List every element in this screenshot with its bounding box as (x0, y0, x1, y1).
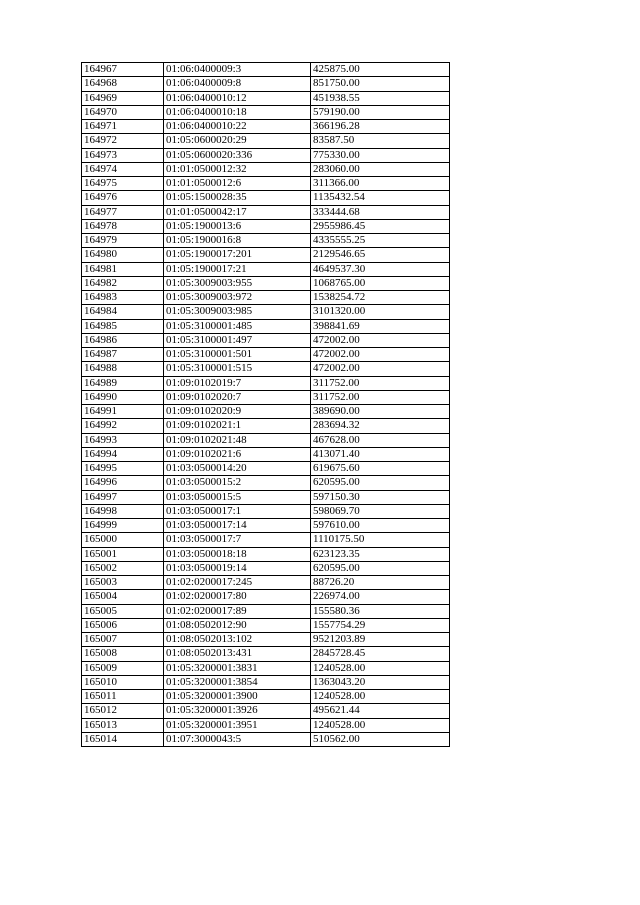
value-cell: 88726.20 (311, 576, 450, 590)
cadastral-number-cell: 01:05:3200001:3831 (164, 661, 311, 675)
row-id-cell: 164987 (82, 348, 164, 362)
value-cell: 619675.60 (311, 462, 450, 476)
table-row (82, 490, 450, 504)
table-row (82, 718, 450, 732)
table-row (82, 105, 450, 119)
cadastral-number-cell: 01:06:0400009:3 (164, 63, 311, 77)
table-row (82, 476, 450, 490)
cadastral-number-cell: 01:08:0502012:90 (164, 618, 311, 632)
table-row (82, 732, 450, 746)
row-id-cell: 164979 (82, 234, 164, 248)
table-row (82, 205, 450, 219)
cadastral-number-cell: 01:01:0500012:32 (164, 162, 311, 176)
row-id-cell: 164982 (82, 276, 164, 290)
value-cell: 597610.00 (311, 519, 450, 533)
table-row (82, 704, 450, 718)
row-id-cell: 165007 (82, 633, 164, 647)
table-row (82, 234, 450, 248)
table-row (82, 319, 450, 333)
row-id-cell: 165014 (82, 732, 164, 746)
row-id-cell: 164985 (82, 319, 164, 333)
value-cell: 4649537.30 (311, 262, 450, 276)
row-id-cell: 164989 (82, 376, 164, 390)
row-id-cell: 164973 (82, 148, 164, 162)
cadastral-number-cell: 01:01:0500042:17 (164, 205, 311, 219)
row-id-cell: 164972 (82, 134, 164, 148)
value-cell: 472002.00 (311, 333, 450, 347)
value-cell: 851750.00 (311, 77, 450, 91)
value-cell: 620595.00 (311, 561, 450, 575)
cadastral-number-cell: 01:05:3009003:985 (164, 305, 311, 319)
cadastral-number-cell: 01:03:0500017:7 (164, 533, 311, 547)
value-cell: 425875.00 (311, 63, 450, 77)
value-cell: 9521203.89 (311, 633, 450, 647)
table-row (82, 533, 450, 547)
cadastral-number-cell: 01:05:1500028:35 (164, 191, 311, 205)
cadastral-number-cell: 01:09:0102021:48 (164, 433, 311, 447)
cadastral-number-cell: 01:05:3009003:972 (164, 291, 311, 305)
table-row (82, 462, 450, 476)
row-id-cell: 164977 (82, 205, 164, 219)
cadastral-number-cell: 01:03:0500017:1 (164, 504, 311, 518)
value-cell: 495621.44 (311, 704, 450, 718)
cadastral-number-cell: 01:05:3100001:501 (164, 348, 311, 362)
value-cell: 311752.00 (311, 376, 450, 390)
value-cell: 1363043.20 (311, 675, 450, 689)
row-id-cell: 164993 (82, 433, 164, 447)
row-id-cell: 164974 (82, 162, 164, 176)
table-row (82, 333, 450, 347)
table-row (82, 647, 450, 661)
value-cell: 2955986.45 (311, 219, 450, 233)
value-cell: 413071.40 (311, 447, 450, 461)
cadastral-number-cell: 01:08:0502013:102 (164, 633, 311, 647)
table-row (82, 433, 450, 447)
cadastral-number-cell: 01:03:0500015:2 (164, 476, 311, 490)
cadastral-number-cell: 01:03:0500019:14 (164, 561, 311, 575)
row-id-cell: 165010 (82, 675, 164, 689)
table-row (82, 134, 450, 148)
table-row (82, 604, 450, 618)
cadastral-number-cell: 01:02:0200017:80 (164, 590, 311, 604)
table-row (82, 91, 450, 105)
table-row (82, 262, 450, 276)
table-row (82, 390, 450, 404)
cadastral-number-cell: 01:03:0500014:20 (164, 462, 311, 476)
table-row (82, 405, 450, 419)
row-id-cell: 165011 (82, 690, 164, 704)
value-cell: 226974.00 (311, 590, 450, 604)
table-row (82, 276, 450, 290)
value-cell: 283694.32 (311, 419, 450, 433)
table-row (82, 77, 450, 91)
cadastral-number-cell: 01:05:3100001:485 (164, 319, 311, 333)
value-cell: 598069.70 (311, 504, 450, 518)
value-cell: 1240528.00 (311, 718, 450, 732)
table-row (82, 376, 450, 390)
cadastral-number-cell: 01:05:1900013:6 (164, 219, 311, 233)
row-id-cell: 164976 (82, 191, 164, 205)
row-id-cell: 164969 (82, 91, 164, 105)
row-id-cell: 164986 (82, 333, 164, 347)
table-row (82, 504, 450, 518)
value-cell: 1110175.50 (311, 533, 450, 547)
row-id-cell: 164980 (82, 248, 164, 262)
cadastral-number-cell: 01:09:0102020:9 (164, 405, 311, 419)
table-row (82, 561, 450, 575)
value-cell: 1135432.54 (311, 191, 450, 205)
row-id-cell: 164968 (82, 77, 164, 91)
value-cell: 283060.00 (311, 162, 450, 176)
spreadsheet-page (81, 62, 450, 747)
cadastral-number-cell: 01:05:3200001:3926 (164, 704, 311, 718)
row-id-cell: 165009 (82, 661, 164, 675)
cadastral-number-cell: 01:02:0200017:89 (164, 604, 311, 618)
cadastral-number-cell: 01:01:0500012:6 (164, 177, 311, 191)
value-cell: 311366.00 (311, 177, 450, 191)
cadastral-number-cell: 01:05:3009003:955 (164, 276, 311, 290)
cadastral-number-cell: 01:05:0600020:29 (164, 134, 311, 148)
table-row (82, 590, 450, 604)
row-id-cell: 165013 (82, 718, 164, 732)
table-row (82, 618, 450, 632)
table-row (82, 633, 450, 647)
row-id-cell: 164967 (82, 63, 164, 77)
value-cell: 389690.00 (311, 405, 450, 419)
cadastral-number-cell: 01:08:0502013:431 (164, 647, 311, 661)
cadastral-number-cell: 01:05:3200001:3951 (164, 718, 311, 732)
table-row (82, 177, 450, 191)
cadastral-number-cell: 01:05:3100001:497 (164, 333, 311, 347)
row-id-cell: 164990 (82, 390, 164, 404)
row-id-cell: 165006 (82, 618, 164, 632)
value-cell: 333444.68 (311, 205, 450, 219)
value-cell: 2845728.45 (311, 647, 450, 661)
cadastral-number-cell: 01:05:1900017:21 (164, 262, 311, 276)
table-row (82, 675, 450, 689)
cadastral-number-cell: 01:05:1900016:8 (164, 234, 311, 248)
row-id-cell: 165003 (82, 576, 164, 590)
table-row (82, 348, 450, 362)
row-id-cell: 164981 (82, 262, 164, 276)
table-row (82, 447, 450, 461)
data-table (81, 62, 450, 747)
value-cell: 2129546.65 (311, 248, 450, 262)
table-row (82, 419, 450, 433)
value-cell: 1538254.72 (311, 291, 450, 305)
row-id-cell: 164997 (82, 490, 164, 504)
table-row (82, 519, 450, 533)
cadastral-number-cell: 01:06:0400010:12 (164, 91, 311, 105)
cadastral-number-cell: 01:06:0400010:18 (164, 105, 311, 119)
row-id-cell: 164992 (82, 419, 164, 433)
value-cell: 83587.50 (311, 134, 450, 148)
table-row (82, 191, 450, 205)
cadastral-number-cell: 01:09:0102020:7 (164, 390, 311, 404)
table-row (82, 576, 450, 590)
row-id-cell: 165002 (82, 561, 164, 575)
table-row (82, 148, 450, 162)
row-id-cell: 164970 (82, 105, 164, 119)
row-id-cell: 165000 (82, 533, 164, 547)
table-row (82, 362, 450, 376)
value-cell: 620595.00 (311, 476, 450, 490)
table-row (82, 120, 450, 134)
value-cell: 311752.00 (311, 390, 450, 404)
row-id-cell: 165001 (82, 547, 164, 561)
cadastral-number-cell: 01:03:0500017:14 (164, 519, 311, 533)
value-cell: 1240528.00 (311, 661, 450, 675)
row-id-cell: 164994 (82, 447, 164, 461)
row-id-cell: 165012 (82, 704, 164, 718)
row-id-cell: 164999 (82, 519, 164, 533)
cadastral-number-cell: 01:09:0102021:1 (164, 419, 311, 433)
table-body (82, 63, 450, 747)
value-cell: 510562.00 (311, 732, 450, 746)
table-row (82, 219, 450, 233)
cadastral-number-cell: 01:03:0500018:18 (164, 547, 311, 561)
value-cell: 775330.00 (311, 148, 450, 162)
cadastral-number-cell: 01:05:3100001:515 (164, 362, 311, 376)
value-cell: 3101320.00 (311, 305, 450, 319)
cadastral-number-cell: 01:05:1900017:201 (164, 248, 311, 262)
table-row (82, 63, 450, 77)
value-cell: 1240528.00 (311, 690, 450, 704)
value-cell: 4335555.25 (311, 234, 450, 248)
table-row (82, 690, 450, 704)
cadastral-number-cell: 01:07:3000043:5 (164, 732, 311, 746)
row-id-cell: 164988 (82, 362, 164, 376)
row-id-cell: 164995 (82, 462, 164, 476)
value-cell: 467628.00 (311, 433, 450, 447)
cadastral-number-cell: 01:09:0102019:7 (164, 376, 311, 390)
value-cell: 597150.30 (311, 490, 450, 504)
value-cell: 579190.00 (311, 105, 450, 119)
value-cell: 472002.00 (311, 348, 450, 362)
value-cell: 366196.28 (311, 120, 450, 134)
value-cell: 1068765.00 (311, 276, 450, 290)
row-id-cell: 165004 (82, 590, 164, 604)
value-cell: 1557754.29 (311, 618, 450, 632)
table-row (82, 248, 450, 262)
table-row (82, 661, 450, 675)
value-cell: 155580.36 (311, 604, 450, 618)
cadastral-number-cell: 01:03:0500015:5 (164, 490, 311, 504)
row-id-cell: 164996 (82, 476, 164, 490)
value-cell: 451938.55 (311, 91, 450, 105)
value-cell: 623123.35 (311, 547, 450, 561)
row-id-cell: 165005 (82, 604, 164, 618)
row-id-cell: 164984 (82, 305, 164, 319)
cadastral-number-cell: 01:06:0400009:8 (164, 77, 311, 91)
row-id-cell: 164975 (82, 177, 164, 191)
cadastral-number-cell: 01:09:0102021:6 (164, 447, 311, 461)
row-id-cell: 164998 (82, 504, 164, 518)
cadastral-number-cell: 01:05:3200001:3900 (164, 690, 311, 704)
value-cell: 398841.69 (311, 319, 450, 333)
cadastral-number-cell: 01:05:3200001:3854 (164, 675, 311, 689)
row-id-cell: 165008 (82, 647, 164, 661)
row-id-cell: 164971 (82, 120, 164, 134)
table-row (82, 305, 450, 319)
row-id-cell: 164978 (82, 219, 164, 233)
cadastral-number-cell: 01:06:0400010:22 (164, 120, 311, 134)
value-cell: 472002.00 (311, 362, 450, 376)
cadastral-number-cell: 01:02:0200017:245 (164, 576, 311, 590)
cadastral-number-cell: 01:05:0600020:336 (164, 148, 311, 162)
table-row (82, 291, 450, 305)
row-id-cell: 164983 (82, 291, 164, 305)
table-row (82, 162, 450, 176)
table-row (82, 547, 450, 561)
row-id-cell: 164991 (82, 405, 164, 419)
